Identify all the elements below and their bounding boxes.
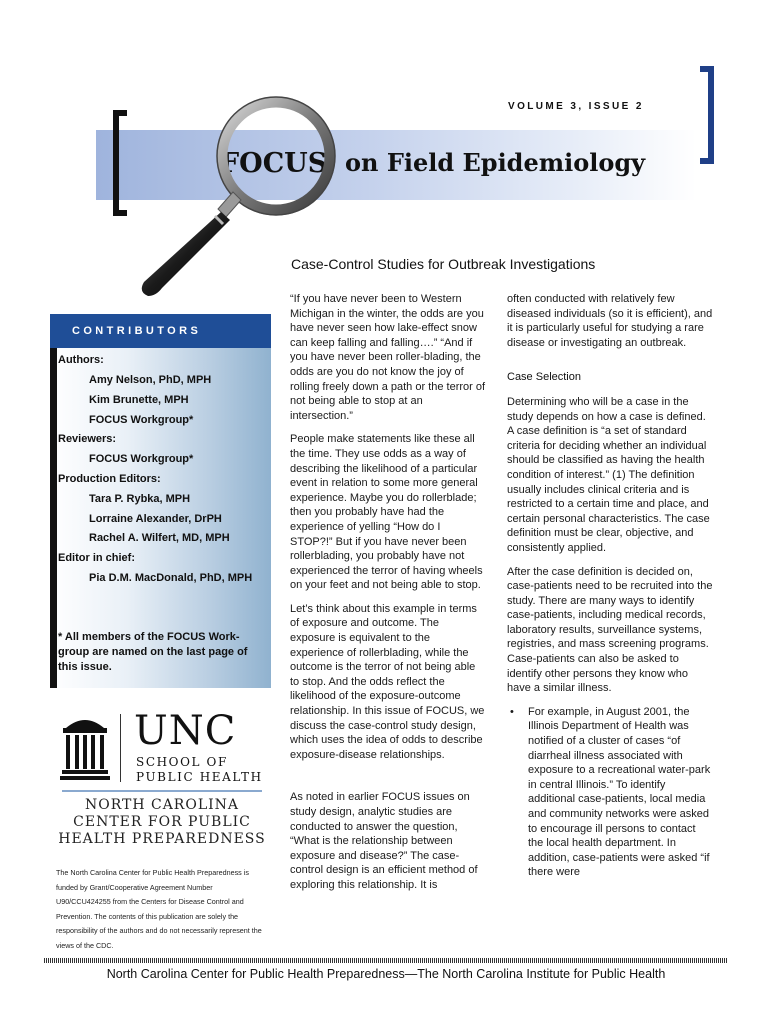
editor-name: Lorraine Alexander, DrPH [89,513,222,525]
funding-statement: The North Carolina Center for Public Health Preparedness is funded by Grant/Cooperative Agreement Number U90/CCU424255 from the Centers for Disease Control and Prevention. The contents of this publication are solely the responsibility of the authors and do not necessarily represent the views of the CDC. [56,868,262,950]
reviewers-label: Reviewers: [58,433,117,445]
article-title: Case-Control Studies for Outbreak Investigations [291,256,596,272]
paragraph: After the case definition is decided on, case-patients need to be recruited into the study. There are many ways to identify case-patients, including medical records, laboratory results, surveillance systems, registries, and mass screening programs. Case-patients can also be asked to identify other persons they know who have a similar illness. [507,565,713,695]
center-name-line: CENTER FOR PUBLIC [73,814,251,830]
bullet-item [507,705,713,880]
footer-text: North Carolina Center for Public Health Preparedness—The North Carolina Institute for Public Health [106,967,666,981]
paragraph: Let’s think about this example in terms of exposure and outcome. The exposure is equivalent to the experience of rollerblading, while the outcome is the terror of not being able to stop. And the odds reflect the likelihood of the exposure-outcome relationship. In this issue of FOCUS, we discuss the case-control study design, which uses the idea of odds to describe exposure-disease relationships. [290,602,485,761]
logo-rule [62,790,262,792]
chief-label: Editor in chief: [58,552,135,564]
contributors-header: CONTRIBUTORS [50,314,271,348]
authors-label: Authors: [58,354,104,366]
masthead-title: on Field Epidemiology [345,148,646,177]
old-well-icon [60,712,110,782]
author-name: Amy Nelson, PhD, MPH [89,374,212,386]
contributors-note: * All members of the FOCUS Work-group are named on the last page of this issue. [58,631,248,673]
masthead-focus: FOCUS [220,148,328,179]
editor-name: Rachel A. Wilfert, MD, MPH [89,532,230,544]
logo-divider [120,714,121,782]
center-name-line: HEALTH PREPAREDNESS [58,831,266,847]
right-bracket [700,66,714,164]
contributors-bar [50,348,57,688]
author-name: Kim Brunette, MPH [89,394,189,406]
bullet-icon: • [510,705,514,718]
author-name: FOCUS Workgroup* [89,414,194,426]
editor-name: Tara P. Rybka, MPH [89,493,191,505]
section-heading: Case Selection [507,371,581,384]
unc-wordmark: UNC [134,708,237,754]
paragraph: People make statements like these all the time. They use odds as a way of describing the likelihood of a particular event in relation to some more general experience. Maybe you do rollerblade; then you probably have had the experience of yelling “How do I STOP?!” But if you have never been rollerblading, you probably have not experienced the terror of having wheels on your feet and not being able to stop. [290,433,483,592]
bullet-text: For example, in August 2001, the Illinois Department of Health was notified of a cluster of cases “of diarrheal illness associated with exposure to a recreational water-park in central Illinois.” To identify additional case-patients, local media and community networks were asked to encourage ill persons to contact the local health department. In addition, case-patients were asked “if there were [528,705,711,879]
article-column-1 [290,292,486,902]
center-name-line: NORTH CAROLINA [84,797,240,813]
school-line: SCHOOL OF [136,755,228,769]
footer-rule [44,958,728,963]
paragraph: Determining who will be a case in the study depends on how a case is defined. A case definition is “a set of standard criteria for deciding whether an individual should be classified as having the health condition of interest.” (1) The definition usually includes clinical criteria and is restricted to a certain time and place, and certain personal characteristics. The case definition must be clear, objective, and consistently applied. [507,395,710,554]
volume-issue: VOLUME 3, ISSUE 2 [508,101,644,112]
paragraph: often conducted with relatively few diseased individuals (so it is efficient), and it is particularly useful for studying a rare disease or investigating an outbreak. [507,293,713,349]
paragraph: As noted in earlier FOCUS issues on study design, analytic studies are conducted to answer the question, “What is the relationship between exposure and disease?” The case-control design is an efficient method of exploring this relationship. It is [290,791,478,891]
school-line: PUBLIC HEALTH [136,770,263,784]
editors-label: Production Editors: [58,473,161,485]
chief-name: Pia D.M. MacDonald, PhD, MPH [89,572,253,584]
article-column-2 [507,292,713,880]
magnifier-icon [118,84,368,314]
reviewer-name: FOCUS Workgroup* [89,453,194,465]
paragraph: “If you have never been to Western Michigan in the winter, the odds are you have never seen how lake-effect snow can keep falling and falling….” “And if you have never been roller-blading, the odds are you do not know the joy of rolling freely down a path or the terror of not being able to stop at an intersection.” [290,293,486,422]
